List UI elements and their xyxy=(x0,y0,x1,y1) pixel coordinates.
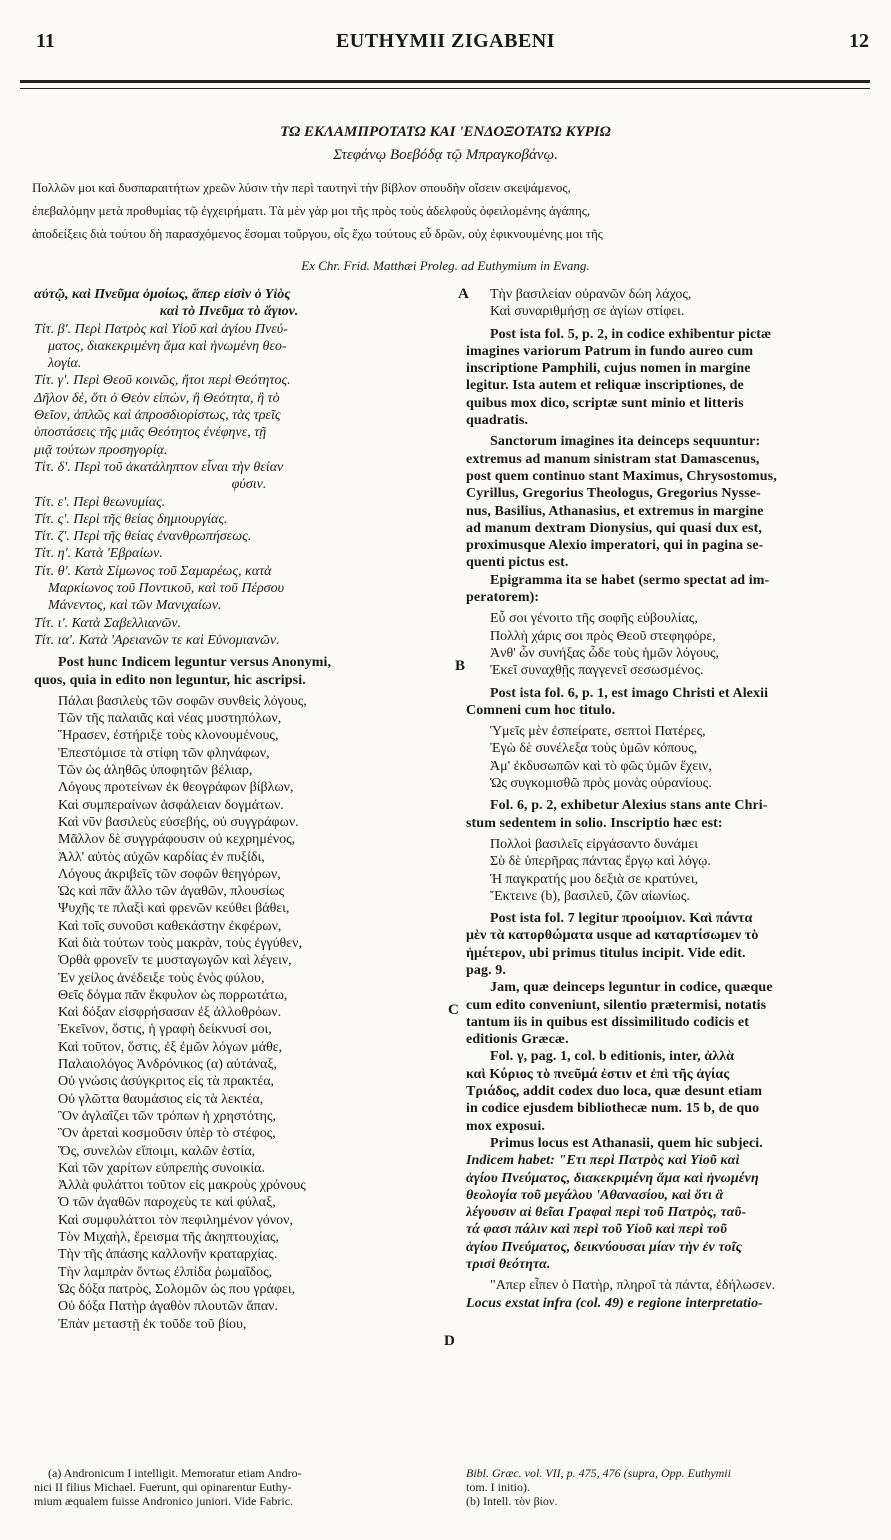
verse-line: Καὶ συμφυλάττοι τὸν πεφιλημένον γόνον, xyxy=(58,1212,293,1228)
paragraph xyxy=(466,326,878,430)
top-verses xyxy=(466,286,878,321)
title-line: ματος, διακεκριμένη ἅμα καὶ ἡνωμένη θεο- xyxy=(48,338,287,354)
text-line: τρισὶ θεότητα. xyxy=(466,1257,551,1273)
verse-line: Ἐπὰν μεταστῇ ἐκ τοῦδε τοῦ βίου, xyxy=(58,1316,247,1332)
verse-line: Καὶ τοῖς συνοῦσι καθεκάστην ἐκφέρων, xyxy=(58,918,282,934)
title-line: Τίτ. ια'. Κατὰ 'Αρειανῶν τε καὶ Εὐνομιανῶν. xyxy=(34,632,280,648)
verse-line: Ἀνθ' ὧν συνήξας ὧδε τοὺς ἡμῶν λόγους, xyxy=(490,645,720,661)
intro-line: Πολλῶν μοι καὶ δυσπαραιτήτων χρεῶν λύσιν τὴν περὶ ταυτηνὶ τὴν βίβλον σπουδὴν οἴσειν σκεψάμενος, xyxy=(32,180,571,195)
paragraph xyxy=(466,1135,878,1273)
verse-line: Ὁ τῶν ἀγαθῶν παροχεὺς τε καὶ φύλαξ, xyxy=(58,1195,276,1211)
verse-line: Ὅς, συνελὼν εἴποιμι, καλῶν ἑστία, xyxy=(58,1143,256,1159)
text-line: Fol. 6, p. 2, exhibetur Alexius stans ante Chri- xyxy=(490,798,768,814)
verse-line: Οὐ γνώσις ἀσύγκριτος εἰς τὰ πρακτέα, xyxy=(58,1074,275,1090)
verse-line: Ὃν ἀρεταὶ κοσμοῦσιν ὑπὲρ τὸ στέφος, xyxy=(58,1126,276,1142)
footnote-line: nici II filius Michael. Fuerunt, qui opinarentur Euthy- xyxy=(34,1480,292,1494)
running-title: EUTHYMII ZIGABENI xyxy=(335,30,556,52)
verse-line: Ἀλλ' αὐτὸς αὐχῶν καρδίας ἐν πυξίδι, xyxy=(58,849,265,865)
verse-line: Πολλοὶ βασιλεῖς εἰργάσαντο δυνάμει xyxy=(490,836,699,852)
footnote-line: (a) Andronicum I intelligit. Memoratur etiam Andro- xyxy=(48,1466,302,1480)
verse-line: Ἐγὼ δὲ συνέλεξα τοὺς ὑμῶν κόπους, xyxy=(490,741,698,757)
title-line: Τίτ. ς'. Περὶ τῆς θείας δημιουργίας. xyxy=(34,511,228,527)
text-line: in codice ejusdem bibliothecæ num. 15 b, de quo xyxy=(466,1101,760,1117)
text-line: θεολογία τοῦ μεγάλου 'Αθανασίου, καὶ ὅτι ἃ xyxy=(466,1187,724,1203)
text-line: Comneni cum hoc titulo. xyxy=(466,702,616,718)
footnote-line: (b) Intell. τὸν βίον. xyxy=(466,1494,558,1508)
verse-line: Ὀρθὰ φρονεῖν τε μυσταγωγῶν καὶ λέγειν, xyxy=(58,953,292,969)
paragraph xyxy=(466,1277,878,1312)
title-line: λογία. xyxy=(48,356,82,372)
intro-line: ἀποδείξεις διὰ τούτου δὴ παρασχόμενος ἔσομαι τοὔργου, οἷς ἔχω τούτους εὖ δρῶν, οὐχ ἐφικνουμένης μοι τῆς xyxy=(32,226,603,241)
verse-line: Καὶ τῶν χαρίτων εὐπρεπὴς συνοικία. xyxy=(58,1160,265,1176)
title-list xyxy=(34,286,464,649)
verse-line: Πολλὴ χάρις σοι πρὸς Θεοῦ στεφηφόρε, xyxy=(490,628,716,644)
verse-line: Λόγους ἀκριβεῖς τῶν σοφῶν θεηγόρων, xyxy=(58,866,281,882)
dedication-title: ΤΩ ΕΚΛΑΜΠΡΟΤΑΤΩ ΚΑΙ 'ΕΝΔΟΞΟΤΑΤΩ ΚΥΡΙΩ xyxy=(280,124,611,140)
text-line: peratorem): xyxy=(466,590,540,606)
verse-line: Ὃν ἀγλαΐζει τῶν τρόπων ἡ χρηστότης, xyxy=(58,1108,277,1124)
text-line: quibus mox dico, scriptæ sunt minio et litteris xyxy=(466,395,744,411)
text-line: inscriptione Pamphili, cujus nomen in margine xyxy=(466,361,751,377)
text-line: Fol. γ, pag. 1, col. b editionis, inter, ἀλλὰ xyxy=(490,1049,735,1065)
title-line: Τίτ. ζ'. Περὶ τῆς θείας ἐνανθρωπήσεως. xyxy=(34,529,252,545)
christ-title-verses xyxy=(466,723,878,792)
page-number-right: 12 xyxy=(849,30,869,52)
text-line: Τριάδος, addit codex duo loca, quæ desunt etiam xyxy=(466,1084,763,1100)
anonymous-verses xyxy=(34,693,464,1333)
verse-line: Ψυχῆς τε πλαξὶ καὶ φρενῶν κεύθει βάθει, xyxy=(58,901,290,917)
verse-line: Τὴν λαμπρὰν ὄντως ἐλπίδα ῥωμαΐδος, xyxy=(58,1264,273,1280)
verse-line: Καὶ δόξαν εἰσφρήσασαν ἐξ ἀλλοθρόων. xyxy=(58,1005,282,1021)
title-line: Τίτ. ι'. Κατὰ Σαβελλιανῶν. xyxy=(34,615,182,631)
text-line: Jam, quæ deinceps leguntur in codice, quæque xyxy=(490,980,773,996)
verse-line: Τῶν τῆς παλαιᾶς καὶ νέας μυστηπόλων, xyxy=(58,711,282,727)
verse-line: Οὐ γλῶττα θαυμάσιος εἰς τὰ λεκτέα, xyxy=(58,1091,264,1107)
text-line: legitur. Ista autem et reliquæ inscriptiones, de xyxy=(466,378,744,394)
margin-letter-d: D xyxy=(444,1333,455,1349)
verse-line: Καὶ συναριθμήσῃ σε ἁγίων στίφει. xyxy=(490,304,685,320)
verse-line: Καὶ διὰ τούτων τοὺς μακρὰν, τοὺς ἐγγύθεν, xyxy=(58,935,302,951)
text-line: Locus exstat infra (col. 49) e regione interpretatio- xyxy=(466,1295,763,1311)
title-line: ὑποστάσεις τῆς μιᾶς Θεότητος ἐνέφηνε, τῇ xyxy=(34,425,267,441)
footnote-line: mium æqualem fuisse Andronico juniori. Vide Fabric. xyxy=(34,1494,294,1508)
verse-line: Παλαιολόγος Ἀνδρόνικος (α) αὐτάναξ, xyxy=(58,1057,278,1073)
text-line: Epigramma ita se habet (sermo spectat ad im- xyxy=(490,572,770,588)
verse-line: Ἡ παγκρατής μου δεξιὰ σε κρατύνει, xyxy=(490,871,699,887)
verse-line: Σὺ δὲ ὑπερῆρας πάντας ἔργῳ καὶ λόγῳ. xyxy=(490,854,711,870)
paragraph xyxy=(466,979,878,1048)
intro-line: ἐπεβαλόμην μετὰ προθυμίας τῷ ἐγχειρήματι. Τὰ μὲν γὰρ μοι τῆς πρὸς τοὺς ἀδελφοὺς ὀφειλομένης ἀγάπης, xyxy=(32,203,591,218)
verse-line: Ἐπεστόμισε τὰ στίφη τῶν φληνάφων, xyxy=(58,745,270,761)
verse-line: Θεῖς δόγμα πᾶν ἔκφυλον ὡς πορρωτάτω, xyxy=(58,987,288,1003)
text-line: editionis Græcæ. xyxy=(466,1032,569,1048)
verse-line: Τὴν τῆς ἁπάσης καλλονῆν κραταρχίας. xyxy=(58,1247,278,1263)
verse-line: Καὶ συμπεραίνων ἀσφάλειαν δογμάτων. xyxy=(58,797,284,813)
latin-line: Post hunc Indicem leguntur versus Anonymi, xyxy=(58,655,332,671)
text-line: pag. 9. xyxy=(466,962,506,978)
verse-line: Καὶ τοῦτον, ὅστις, ἐξ ἐμῶν λόγων μάθε, xyxy=(58,1039,283,1055)
footnote-line: tom. I initio). xyxy=(466,1480,530,1494)
title-line: μιᾷ τούτων προσηγορίᾳ. xyxy=(34,442,168,458)
title-line: Μάνεντος, καὶ τῶν Μανιχαίων. xyxy=(48,598,222,614)
verse-line: Καὶ νῦν βασιλεὺς εὐσεβής, οὐ συγγράφων. xyxy=(58,814,299,830)
title-line: Τίτ. δ'. Περὶ τοῦ ἀκατάληπτον εἶναι τὴν θείαν xyxy=(34,459,284,475)
verse-line: Τὸν Μιχαὴλ, ἔρεισμα τῆς ἀκηπτουχίας, xyxy=(58,1230,280,1246)
text-line: tantum iis in quibus est dissimilitudo codicis et xyxy=(466,1014,750,1030)
text-line: proximusque Alexio imperatori, qui in pagina se- xyxy=(466,538,764,554)
verse-line: Εὖ σοι γένοιτο τῆς σοφῆς εὐβουλίας, xyxy=(490,611,698,627)
title-line: αὐτῷ, καὶ Πνεῦμα ὁμοίως, ἅπερ εἰσὶν ὁ Υἱὸς xyxy=(34,287,291,302)
header-rule-thick xyxy=(20,80,870,83)
title-line: φύσιν. xyxy=(231,477,267,493)
latin-line: quos, quia in edito non leguntur, hic ascripsi. xyxy=(34,672,306,688)
verse-line: Ἀμ' ἐκδυσωπῶν καὶ τὸ φῶς ὑμῶν ἔχειν, xyxy=(490,758,712,774)
title-line: Τίτ. θ'. Κατὰ Σίμωνος τοῦ Σαμαρέως, κατὰ xyxy=(34,563,272,579)
text-line: τά φασι πάλιν καὶ περὶ τοῦ Υἱοῦ καὶ περὶ τοῦ xyxy=(466,1222,728,1238)
verse-line: Ἔκτεινε (b), βασιλεῦ, ζῶν αἰωνίως. xyxy=(490,888,690,904)
title-line: Τίτ. γ'. Περὶ Θεοῦ κοινῶς, ἤτοι περὶ Θεότητος. xyxy=(34,373,291,389)
epigram-verses xyxy=(466,610,878,679)
margin-letter-b: B xyxy=(455,658,466,674)
text-line: quenti pictus est. xyxy=(466,555,569,571)
verse-line: Λόγους προτείνων ἐκ θεογράφων βίβλων, xyxy=(58,780,294,796)
inscription-verses xyxy=(466,836,878,905)
text-line: καὶ Κύριος τὸ πνεῦμά ἐστιν et ἐπὶ τῆς ἁγίας xyxy=(466,1066,730,1082)
text-line: extremus ad manum sinistram stat Damascenus, xyxy=(466,451,760,467)
left-column xyxy=(34,286,464,1333)
page-number-left: 11 xyxy=(36,30,55,52)
verse-line: Ἐν χείλος ἀνέδειξε τοὺς ἑνὸς φύλου, xyxy=(58,970,265,986)
verse-line: Πάλαι βασιλεὺς τῶν σοφῶν συνθεὶς λόγους, xyxy=(58,693,307,709)
text-line: Sanctorum imagines ita deinceps sequuntur: xyxy=(490,434,761,450)
text-line: mox exposui. xyxy=(466,1118,545,1134)
latin-intro xyxy=(34,654,464,689)
verse-line: Τῶν ὡς ἀληθῶς ὑποφητῶν βέλιαρ, xyxy=(58,763,253,779)
footnote-right xyxy=(466,1466,876,1508)
text-line: ἁγίου Πνεύματος, δεικνύουσαι μίαν τὴν ἐν τοῖς xyxy=(466,1239,742,1255)
text-line: stum sedentem in solio. Inscriptio hæc est: xyxy=(466,815,723,831)
right-column xyxy=(466,286,878,1312)
dedication-subtitle: Στεφάνῳ Βοεβόδᾳ τῷ Μπραγκοβάνῳ. xyxy=(333,147,558,163)
text-line: nus, Basilius, Athanasius, et extremus in margine xyxy=(466,503,764,519)
verse-line: Ἐκεῖνον, ὅστις, ἡ γραφὴ δείκνυσί σοι, xyxy=(58,1022,272,1038)
title-line: Μαρκίωνος τοῦ Ποντικοῦ, καὶ τοῦ Πέρσου xyxy=(48,581,284,597)
paragraph xyxy=(466,572,878,607)
text-line: Primus locus est Athanasii, quem hic subjeci. xyxy=(490,1135,763,1151)
text-line: ad manum dextram Dionysius, qui quasi dux est, xyxy=(466,520,762,536)
text-line: ἡμέτερον, ubi primus titulus incipit. Vide edit. xyxy=(466,945,746,961)
verse-line: Ἥρασεν, ἐστήριξε τοὺς κλονουμένους, xyxy=(58,728,279,744)
text-line: μὲν τὰ κατορθώματα usque ad καταρτίσωμεν τὸ xyxy=(466,928,759,944)
verse-line: Τὴν βασιλείαν οὐρανῶν δώη λάχος, xyxy=(490,287,692,302)
text-line: imagines variorum Patrum in fundo aureo cum xyxy=(466,343,754,359)
paragraph xyxy=(466,433,878,571)
title-line: καὶ τὸ Πνεῦμα τὸ ἅγιον. xyxy=(159,304,299,320)
margin-letter-a: A xyxy=(458,286,469,302)
title-line: Τίτ. ε'. Περὶ θεωνυμίας. xyxy=(34,494,166,510)
footnote-line: Bibl. Græc. vol. VII, p. 475, 476 (supra, Opp. Euthymii xyxy=(466,1466,731,1480)
text-line: Cyrillus, Gregorius Theologus, Gregorius Nysse- xyxy=(466,486,761,502)
verse-line: Ἐκεῖ συναχθῇς παγγενεῖ σεσωσμένος. xyxy=(490,663,704,679)
verse-line: Μᾶλλον δὲ συγγράφουσιν οὐ κεχρημένος, xyxy=(58,832,296,848)
text-line: λέγουσιν αἱ θεῖαι Γραφαὶ περὶ τοῦ Πατρὸς, ταῦ- xyxy=(466,1205,747,1221)
text-line: Post ista fol. 5, p. 2, in codice exhibentur pictæ xyxy=(490,326,772,342)
title-line: Τίτ. β'. Περὶ Πατρὸς καὶ Υἱοῦ καὶ ἁγίου Πνεύ- xyxy=(34,321,288,337)
title-line: Δῆλον δὲ, ὅτι ὁ Θεὸν εἰπὼν, ἢ Θεότητα, ἢ τὸ xyxy=(34,390,280,406)
verse-line: Ὑμεῖς μὲν ἐσπείρατε, σεπτοὶ Πατέρες, xyxy=(490,724,706,740)
text-line: ἁγίου Πνεύματος, διακεκριμένη ἅμα καὶ ἡνωμένη xyxy=(466,1170,759,1186)
text-line: Post ista fol. 7 legitur προοίμιον. Καὶ πάντα xyxy=(490,911,753,927)
paragraph xyxy=(466,910,878,979)
title-line: Θεῖον, ἁπλῶς καὶ ἀπροσδιορίστως, τὰς τρεῖς xyxy=(34,408,281,424)
text-line: quadratis. xyxy=(466,413,529,429)
header-rule-thin xyxy=(20,88,870,89)
text-line: cum edito conveniunt, silentio prætermisi, notatis xyxy=(466,997,767,1013)
paragraph xyxy=(466,797,878,832)
text-line: "Απερ εἶπεν ὁ Πατὴρ, πληροῖ τὰ πάντα, ἐδήλωσεν. xyxy=(490,1278,776,1294)
title-line: Τίτ. η'. Κατὰ 'Εβραίων. xyxy=(34,546,163,562)
footnote-left xyxy=(34,1466,444,1508)
verse-line: Ἀλλὰ φυλάττοι τοῦτον εἰς μακροὺς χρόνους xyxy=(58,1178,306,1194)
margin-letter-c: C xyxy=(448,1002,459,1018)
verse-line: Οὐ δόξα Πατὴρ ἀγαθὸν πλουτῶν ἅπαν. xyxy=(58,1299,278,1315)
paragraph xyxy=(466,1048,878,1134)
paragraph xyxy=(466,685,878,720)
text-line: post quem continuo stant Maximus, Chrysostomus, xyxy=(466,468,777,484)
verse-line: Ὡς δόξα πατρὸς, Σολομῶν ὡς που γράφει, xyxy=(58,1281,296,1297)
verse-line: Ὡς καὶ πᾶν ἄλλο τῶν ἀγαθῶν, πλουσίως xyxy=(58,884,285,900)
verse-line: Ὡς συγκομισθῶ πρὸς μονὰς οὐρανίους. xyxy=(490,776,712,792)
text-line: Indicem habet: "Ετι περὶ Πατρὸς καὶ Υἱοῦ καὶ xyxy=(466,1153,740,1169)
source-line: Ex Chr. Frid. Matthæi Proleg. ad Euthymium in Evang. xyxy=(301,258,590,273)
text-line: Post ista fol. 6, p. 1, est imago Christi et Alexii xyxy=(490,685,769,701)
